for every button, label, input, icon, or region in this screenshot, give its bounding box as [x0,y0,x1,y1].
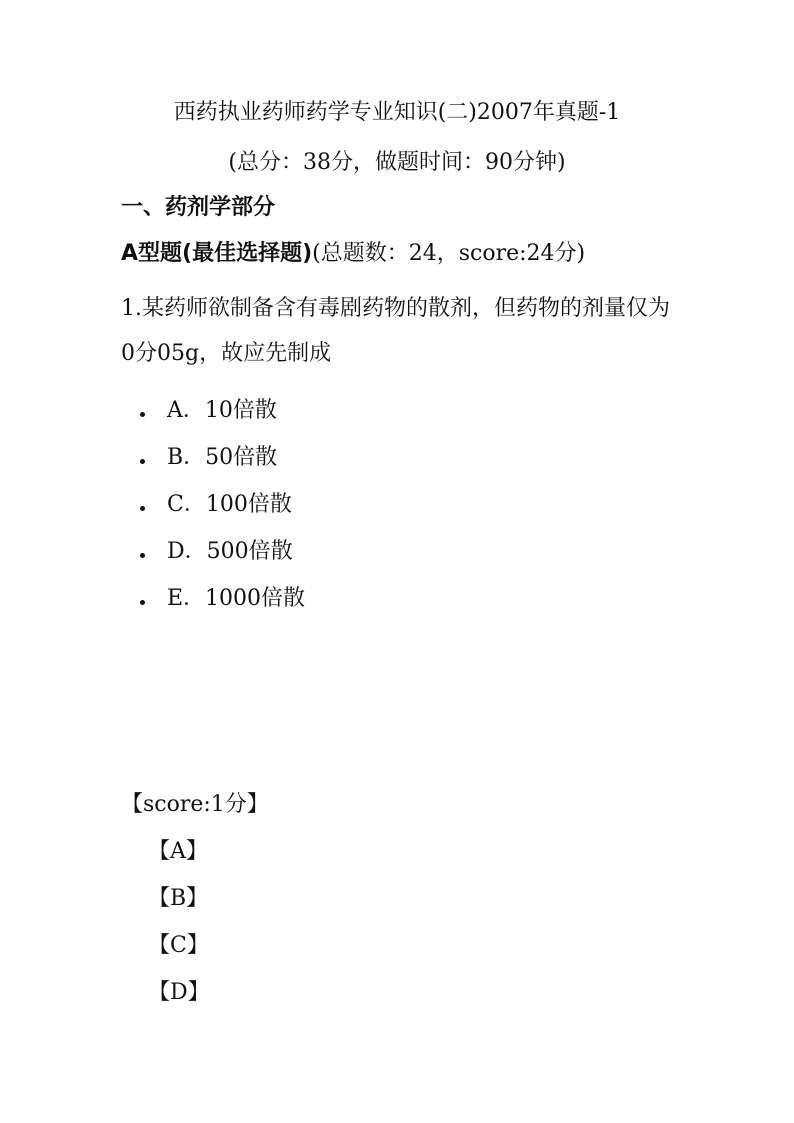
option-item[interactable] [140,395,305,442]
bullet-icon [140,553,145,558]
answer-choice[interactable]: 【B】 [148,886,209,911]
option-item[interactable] [140,583,305,630]
question-type-label: A型题(最佳选择题) [121,241,313,266]
answer-choice[interactable]: 【A】 [148,839,208,864]
question-text: 1.某药师欲制备含有毒剧药物的散剂，但药物的剂量仅为0分05g，故应先制成 [121,296,670,366]
answer-choice[interactable]: 【C】 [148,933,209,958]
option-label: B．50倍散 [167,445,278,470]
option-item[interactable] [140,442,305,489]
bullet-icon [140,412,145,417]
section-title: 一、药剂学部分 [121,195,276,220]
option-label: A．10倍散 [167,398,277,423]
bullet-icon [140,459,145,464]
option-label: E．1000倍散 [167,586,306,611]
document-title: 西药执业药师药学专业知识(二)2007年真题-1 [173,100,621,125]
answer-choice[interactable]: 【D】 [148,980,210,1005]
document-subtitle: (总分：38分，做题时间：90分钟) [228,150,566,175]
question-type-line [121,239,585,269]
option-item[interactable] [140,489,305,536]
option-label: D．500倍散 [167,539,293,564]
option-item[interactable] [140,536,305,583]
bullet-icon [140,506,145,511]
option-label: C．100倍散 [167,492,292,517]
answer-choice-list [148,836,210,1024]
option-list [140,395,305,630]
question-type-info: (总题数：24，score:24分) [312,241,586,266]
score-label: 【score:1分】 [121,792,269,817]
bullet-icon [140,600,145,605]
